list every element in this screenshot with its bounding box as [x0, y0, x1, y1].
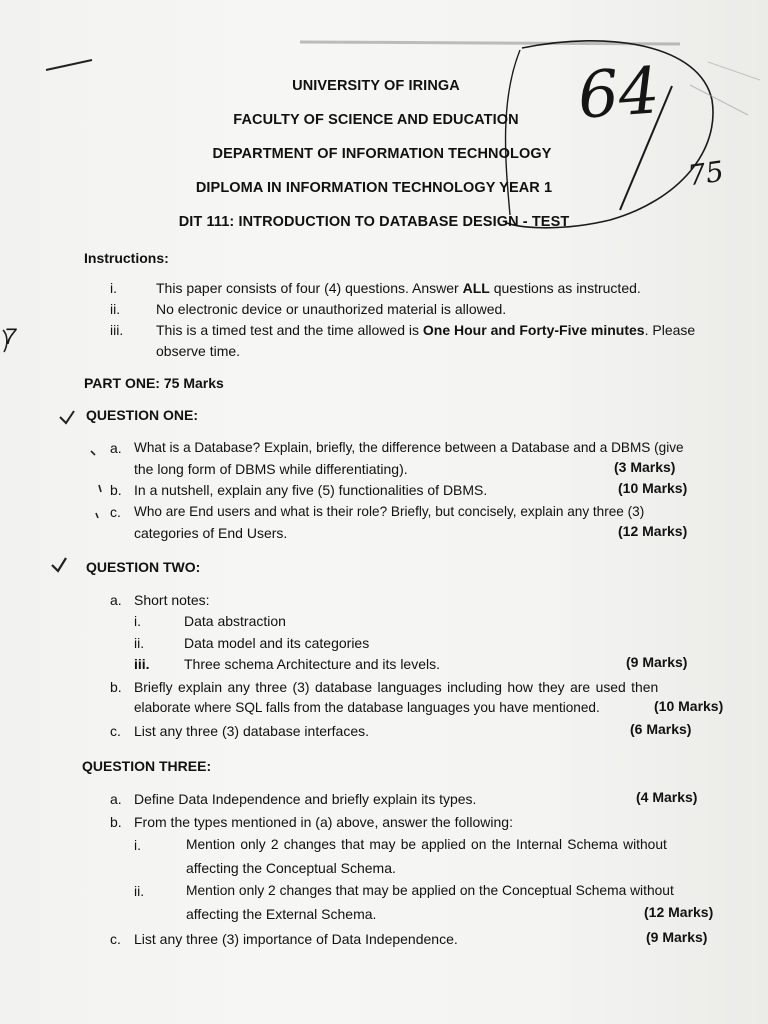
q2b-text: elaborate where SQL falls from the database languages you have mentioned.: [134, 700, 600, 715]
question-two-title: QUESTION TWO:: [86, 559, 201, 575]
q2a-text: Short notes:: [134, 592, 210, 608]
q3c-text: List any three (3) importance of Data Independence.: [134, 931, 458, 947]
margin-mark: 7: [4, 324, 17, 349]
q2a-sub-num: iii.: [134, 656, 150, 672]
q1c-marks: (12 Marks): [618, 523, 688, 539]
q3b-sub-num: i.: [134, 837, 141, 853]
q1a-text: the long form of DBMS while differentiating).: [134, 461, 408, 477]
q3a-text: Define Data Independence and briefly explain its types.: [134, 791, 477, 807]
q1a-label: a.: [110, 440, 122, 456]
q1b-label: b.: [110, 482, 122, 498]
q2b-marks: (10 Marks): [654, 698, 724, 714]
programme-title: DIPLOMA IN INFORMATION TECHNOLOGY YEAR 1: [195, 180, 553, 196]
q2a-marks: (9 Marks): [626, 654, 688, 670]
q3a-label: a.: [110, 791, 122, 807]
instruction-num: iii.: [110, 322, 124, 338]
q3b-label: b.: [110, 814, 122, 830]
instruction-text: observe time.: [156, 343, 241, 359]
q1a-text: What is a Database? Explain, briefly, the difference between a Database and a DBMS (give: [134, 440, 684, 455]
question-one-title: QUESTION ONE:: [86, 407, 199, 423]
instruction-text: This is a timed test and the time allowed is One Hour and Forty-Five minutes. Please: [156, 322, 696, 338]
university-title: UNIVERSITY OF IRINGA: [292, 78, 460, 94]
q1c-text: categories of End Users.: [134, 525, 288, 541]
q2a-label: a.: [110, 592, 122, 608]
instructions-heading: Instructions:: [84, 250, 169, 266]
q2c-text: List any three (3) database interfaces.: [134, 723, 370, 739]
q2a-sub-text: Three schema Architecture and its levels.: [184, 656, 441, 672]
q3c-marks: (9 Marks): [646, 929, 708, 945]
q1b-text: In a nutshell, explain any five (5) functionalities of DBMS.: [134, 482, 488, 498]
q3b-text: From the types mentioned in (a) above, answer the following:: [134, 814, 513, 830]
grade-score: 64: [575, 54, 662, 134]
q3b-marks: (12 Marks): [644, 904, 714, 920]
q2b-label: b.: [110, 679, 122, 695]
faculty-title: FACULTY OF SCIENCE AND EDUCATION: [233, 112, 519, 128]
tick-q2: [52, 558, 66, 571]
instruction-text: This paper consists of four (4) questions. Answer ALL questions as instructed.: [156, 280, 641, 296]
q2a-sub-num: ii.: [134, 635, 145, 651]
q2c-label: c.: [110, 723, 121, 739]
tick-q1: [60, 411, 74, 423]
q3b-sub-text: affecting the Conceptual Schema.: [186, 860, 396, 876]
q1c-text: Who are End users and what is their role? Briefly, but concisely, explain any three (3): [134, 504, 645, 519]
q3b-sub-text: affecting the External Schema.: [186, 906, 377, 922]
q3b-sub-num: ii.: [134, 883, 145, 899]
instruction-text: No electronic device or unauthorized material is allowed.: [156, 301, 507, 317]
q3c-label: c.: [110, 931, 121, 947]
q3b-sub-text: Mention only 2 changes that may be applied on the Conceptual Schema without: [186, 883, 674, 898]
q1c-label: c.: [110, 504, 121, 520]
course-title: DIT 111: INTRODUCTION TO DATABASE DESIGN - TEST: [178, 214, 570, 230]
q3b-sub-text: Mention only 2 changes that may be applied on the Internal Schema without: [186, 837, 667, 852]
instruction-num: i.: [110, 280, 117, 296]
q2a-sub-text: Data model and its categories: [184, 635, 370, 651]
q1b-marks: (10 Marks): [618, 480, 688, 496]
q2c-marks: (6 Marks): [630, 721, 692, 737]
department-title: DEPARTMENT OF INFORMATION TECHNOLOGY: [212, 146, 552, 162]
grade-out-of: 75: [685, 154, 726, 193]
q2b-text: Briefly explain any three (3) database languages including how they are used then: [134, 679, 659, 695]
instruction-num: ii.: [110, 301, 121, 317]
question-three-title: QUESTION THREE:: [82, 758, 212, 774]
q3a-marks: (4 Marks): [636, 789, 698, 805]
q2a-sub-text: Data abstraction: [184, 613, 286, 629]
part-one-heading: PART ONE: 75 Marks: [84, 375, 224, 391]
q2a-sub-num: i.: [134, 613, 141, 629]
q1a-marks: (3 Marks): [614, 459, 676, 475]
